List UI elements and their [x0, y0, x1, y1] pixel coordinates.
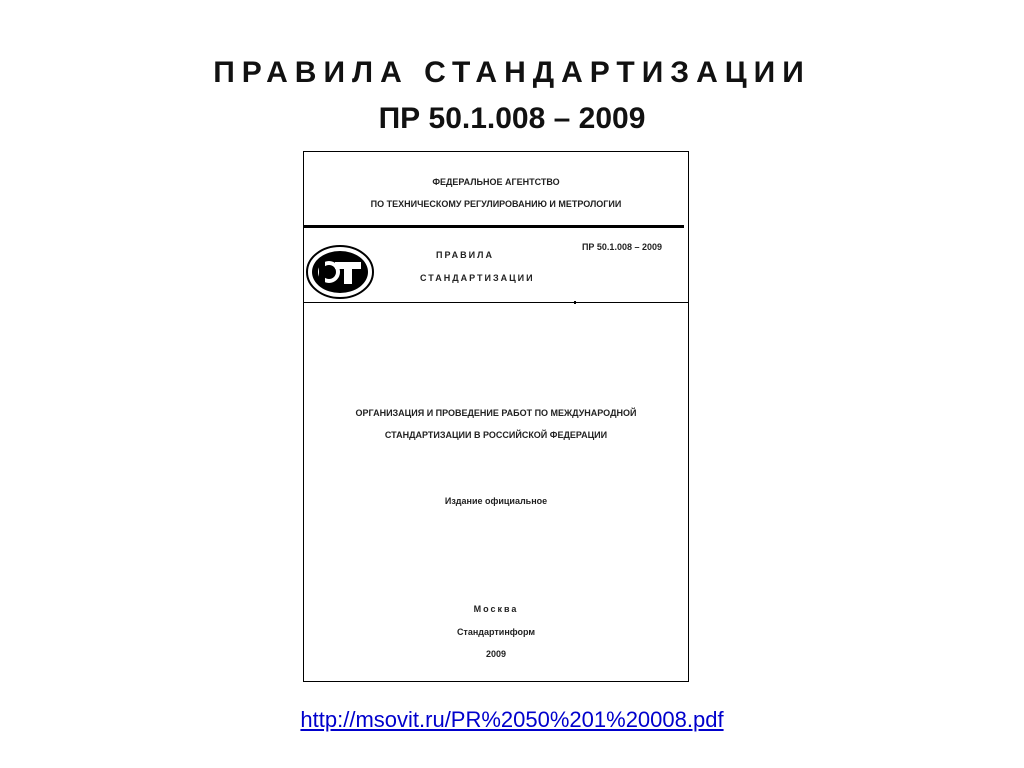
- document-cover-image: [303, 151, 689, 682]
- slide-title: [0, 50, 1024, 142]
- document-kind-line1: ПРАВИЛА: [436, 250, 494, 260]
- document-kind-line2: СТАНДАРТИЗАЦИИ: [420, 273, 535, 283]
- imprint-publisher: Стандартинформ: [456, 627, 536, 637]
- imprint-city: Москва: [473, 604, 519, 614]
- header-divider: [304, 225, 684, 228]
- document-title-line1: ОРГАНИЗАЦИЯ И ПРОВЕДЕНИЕ РАБОТ ПО МЕЖДУНАРОДНОЙ: [355, 408, 637, 418]
- header-bottom-divider: [304, 302, 688, 303]
- document-designation: ПР 50.1.008 – 2009: [581, 242, 662, 252]
- slide-title-line2: ПР 50.1.008 – 2009: [378, 102, 646, 135]
- source-link[interactable]: http://msovit.ru/PR%2050%201%20008.pdf: [300, 707, 724, 732]
- agency-name-line2: ПО ТЕХНИЧЕСКОМУ РЕГУЛИРОВАНИЮ И МЕТРОЛОГИИ: [370, 199, 622, 209]
- divider-tick: [574, 301, 576, 304]
- agency-name-line1: ФЕДЕРАЛЬНОЕ АГЕНТСТВО: [432, 177, 560, 187]
- edition-label: Издание официальное: [444, 496, 548, 506]
- imprint-year: 2009: [485, 649, 507, 659]
- document-title-line2: СТАНДАРТИЗАЦИИ В РОССИЙСКОЙ ФЕДЕРАЦИИ: [384, 430, 608, 440]
- rst-logo-icon: [305, 244, 375, 300]
- slide-title-line1: ПРАВИЛА СТАНДАРТИЗАЦИИ: [213, 56, 811, 89]
